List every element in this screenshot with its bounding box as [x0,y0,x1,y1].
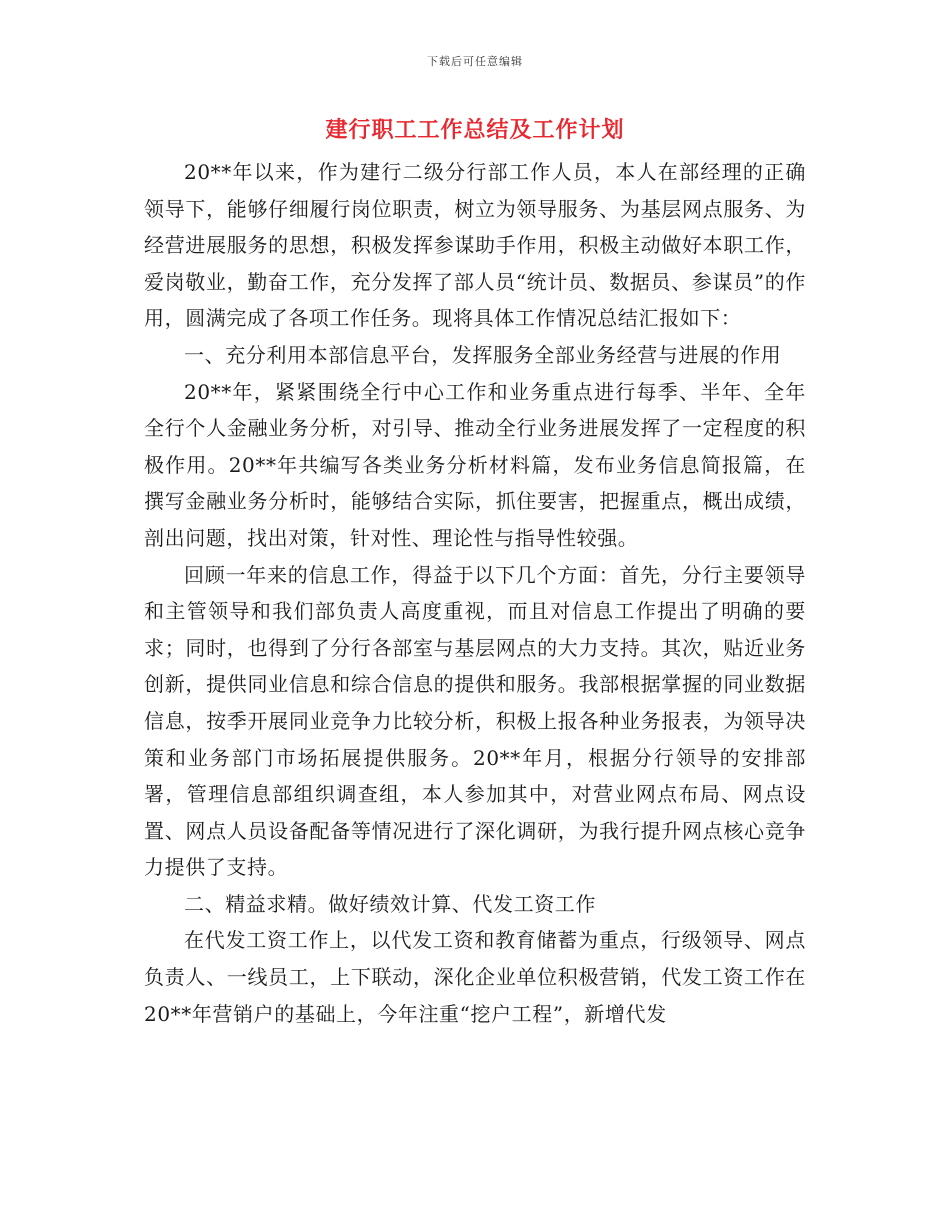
section-heading-1: 一、充分利用本部信息平台，发挥服务全部业务经营与进展的作用 [184,342,782,367]
header-note: 下载后可任意编辑 [427,55,523,68]
section-heading-2: 二、精益求精。做好绩效计算、代发工资工作 [184,891,596,916]
document-body [144,154,806,1032]
document-title: 建行职工工作总结及工作计划 [325,117,625,143]
paragraph-information-analysis: 20**年，紧紧围绕全行中心工作和业务重点进行每季、半年、全年全行个人金融业务分析，对引导、推动全行业务进展发挥了一定程度的积极作用。20**年共编写各类业务分析材料篇，发布业务信息简报篇，在撰写金融业务分析时，能够结合实际，抓住要害，把握重点，概出成绩，剖出问题，找出对策，针对性、理论性与指导性较强。 [144,379,806,550]
paragraph-review: 回顾一年来的信息工作，得益于以下几个方面：首先，分行主要领导和主管领导和我们部负责人高度重视，而且对信息工作提出了明确的要求；同时，也得到了分行各部室与基层网点的大力支持。其次，贴近业务创新，提供同业信息和综合信息的提供和服务。我部根据掌握的同业数据信息，按季开展同业竞争力比较分析，积极上报各种业务报表，为领导决策和业务部门市场拓展提供服务。20**年月，根据分行领导的安排部署，管理信息部组织调查组，本人参加其中，对营业网点布局、网点设置、网点人员设备配备等情况进行了深化调研，为我行提升网点核心竞争力提供了支持。 [144,562,806,880]
paragraph-payroll: 在代发工资工作上，以代发工资和教育储蓄为重点，行级领导、网点负责人、一线员工，上下联动，深化企业单位积极营销，代发工资工作在20**年营销户的基础上，今年注重“挖户工程”，新增代发 [144,928,806,1026]
paragraph-intro: 20**年以来，作为建行二级分行部工作人员，本人在部经理的正确领导下，能够仔细履行岗位职责，树立为领导服务、为基层网点服务、为经营进展服务的思想，积极发挥参谋助手作用，积极主动做好本职工作，爱岗敬业，勤奋工作，充分发挥了部人员“统计员、数据员、参谋员”的作用，圆满完成了各项工作任务。现将具体工作情况总结汇报如下： [144,160,806,331]
